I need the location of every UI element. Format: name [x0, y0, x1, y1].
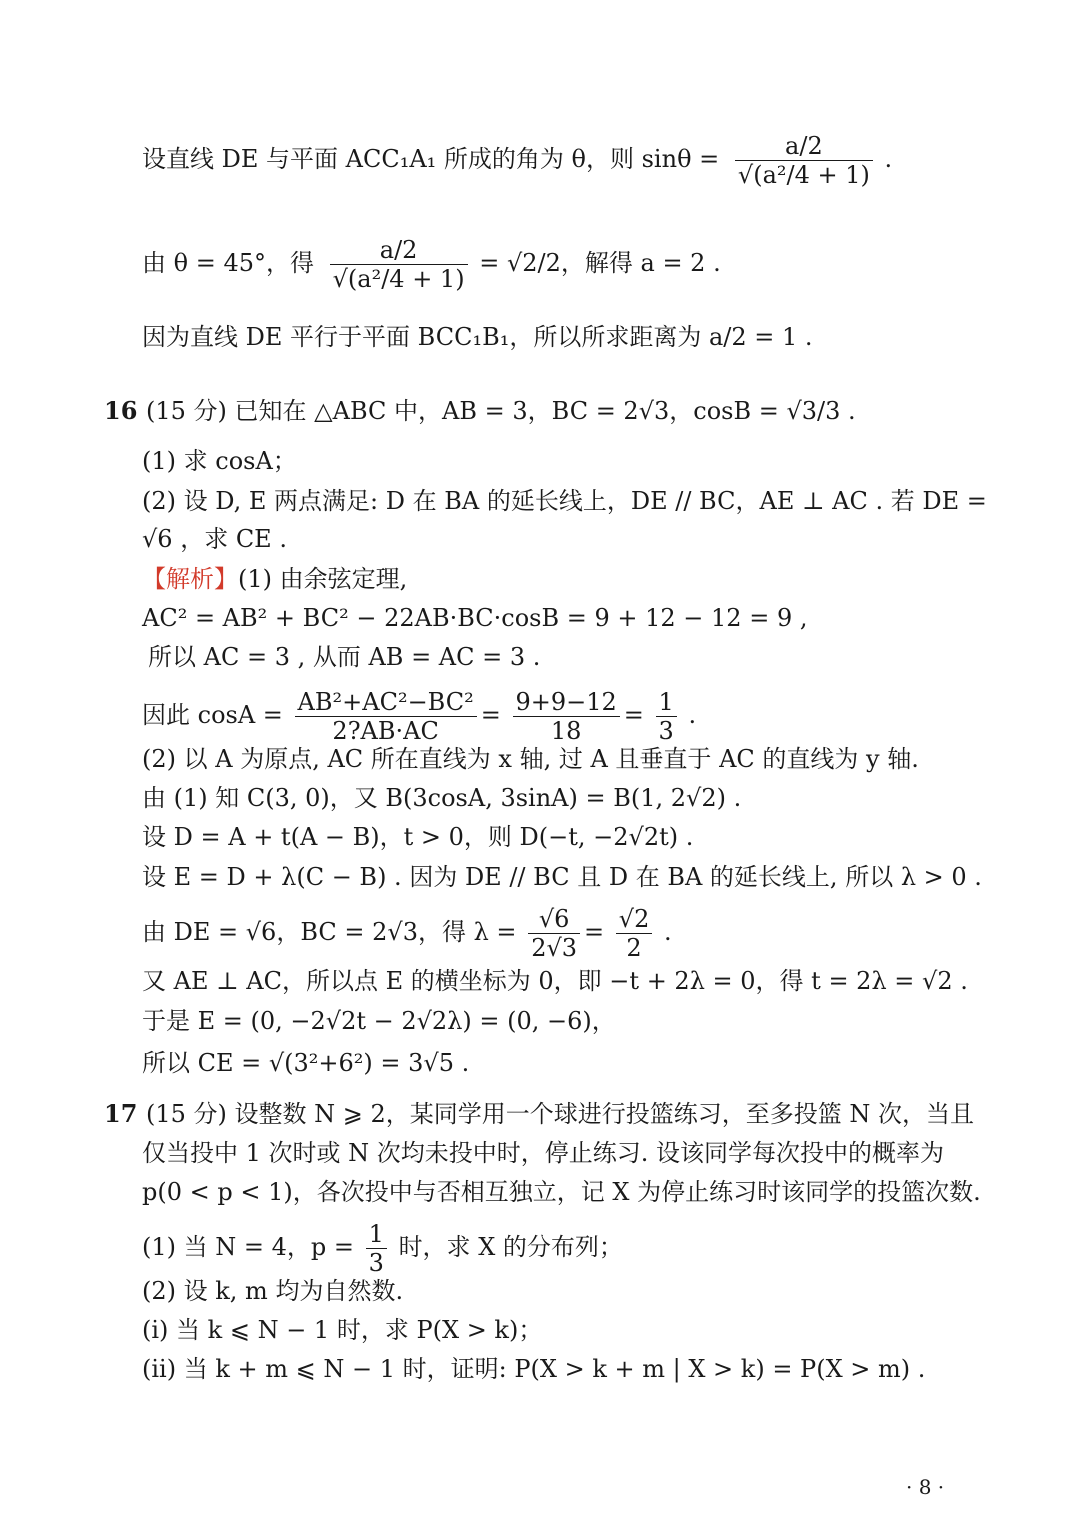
text: ，解得 a = 2 .: [560, 249, 721, 277]
text: a/2 = 1 .: [708, 323, 813, 351]
solution-line-45deg: [142, 236, 721, 293]
text: = √2/2: [479, 249, 561, 277]
text: 因为直线 DE 平行于平面 BCC₁B₁，所以所求距离为: [142, 323, 702, 351]
text: (1) 当 N = 4，p =: [142, 1233, 354, 1261]
q16-analysis-line7: 设 D = A + t(A − B)，t > 0，则 D(−t, −2√2t) .: [142, 823, 694, 851]
q16-stem: (15 分) 已知在 △ABC 中，AB = 3，BC = 2√3，cosB = √3/3 .: [146, 397, 856, 425]
text: (1) 由余弦定理,: [238, 565, 408, 593]
question-number: 17: [104, 1099, 138, 1128]
q16-analysis-line5: (2) 以 A 为原点, AC 所在直线为 x 轴, 过 A 且垂直于 AC 的直线为 y 轴.: [142, 745, 919, 773]
fraction: [513, 688, 620, 745]
fraction-denominator: 3: [658, 717, 674, 745]
fraction: [528, 905, 580, 962]
q16-analysis-line10: 又 AE ⊥ AC，所以点 E 的横坐标为 0，即 −t + 2λ = 0，得 t = 2λ = √2 .: [142, 967, 968, 995]
text: 设直线 DE 与平面 ACC₁A₁ 所成的角为 θ，则 sinθ =: [142, 145, 720, 173]
fraction-denominator: 18: [550, 717, 582, 745]
q16-analysis-line9: 由 DE = √6，BC = 2√3，得 λ = $\frac{√6}{2√3}$ = $\frac{√2}{2}$ .: [142, 905, 672, 962]
text: 因此 cosA =: [142, 701, 283, 729]
fraction-numerator: a/2: [735, 132, 873, 161]
fraction-numerator: a/2: [330, 236, 468, 265]
fraction-numerator: √2: [616, 905, 653, 934]
fraction-numerator: 1: [366, 1220, 387, 1249]
q16-analysis-line4: 因此 cosA = $\frac{\text{AB²+AC²−BC²}}{2?AB\cdot AC}$ = $\frac{9+9-12}{18}$ = $\frac{1}{3}$ .: [142, 688, 697, 745]
text: 由 θ = 45°，得: [142, 249, 314, 277]
text: 由 DE = √6，BC = 2√3，得 λ =: [142, 918, 517, 946]
analysis-tag: 【解析】: [142, 565, 238, 593]
fraction: [735, 132, 873, 189]
text: 时，求 X 的分布列；: [398, 1233, 623, 1261]
fraction: [295, 688, 477, 745]
fraction: [366, 1220, 387, 1277]
q16-analysis-line1: [142, 562, 407, 596]
fraction-denominator: √(a²/4 + 1): [737, 161, 870, 189]
q16-part2-line2: √6 ，求 CE .: [142, 525, 287, 553]
q17-part2: (2) 设 k, m 均为自然数.: [142, 1277, 404, 1305]
q17-part2-i: (i) 当 k ⩽ N − 1 时，求 P(X > k)；: [142, 1316, 543, 1344]
q17-line2: 仅当投中 1 次时或 N 次均未投中时，停止练习. 设该同学每次投中的概率为: [142, 1139, 945, 1167]
q16-analysis-line12: 所以 CE = √(3²+6²) = 3√5 .: [142, 1049, 470, 1077]
q17-part2-ii: (ii) 当 k + m ⩽ N − 1 时，证明: P(X > k + m | X > k) = P(X > m) .: [142, 1355, 926, 1383]
solution-line-angle: 设直线 DE 与平面 ACC₁A₁ 所成的角为 θ，则 sinθ = $\frac{a/2}{\text{√(a²/4 + 1)}}$ .: [142, 132, 893, 189]
solution-line-distance: [142, 320, 813, 354]
fraction-numerator: 1: [656, 688, 677, 717]
q16-analysis-line3: 所以 AC = 3 , 从而 AB = AC = 3 .: [148, 643, 541, 671]
q16-part1: (1) 求 cosA；: [142, 447, 297, 475]
fraction: [656, 688, 677, 745]
q16-analysis-line6: 由 (1) 知 C(3, 0)，又 B(3cosA, 3sinA) = B(1, 2√2) .: [142, 784, 742, 812]
fraction-numerator: √6: [528, 905, 580, 934]
q17-line3: p(0 < p < 1)，各次投中与否相互独立，记 X 为停止练习时该同学的投篮次数.: [142, 1178, 981, 1206]
q17-part1: [142, 1220, 623, 1277]
q16-analysis-line11: 于是 E = (0, −2√2t − 2√2λ) = (0, −6)，: [142, 1007, 616, 1035]
q16-analysis-line8: 设 E = D + λ(C − B) . 因为 DE // BC 且 D 在 BA 的延长线上, 所以 λ > 0 .: [142, 863, 982, 891]
fraction-denominator: 2√3: [531, 934, 578, 962]
fraction-denominator: √(a²/4 + 1): [332, 265, 465, 293]
fraction-numerator: 9+9−12: [513, 688, 620, 717]
fraction-denominator: 3: [368, 1249, 384, 1277]
fraction-denominator: 2?AB·AC: [332, 717, 439, 745]
q16-part2-line1: (2) 设 D, E 两点满足: D 在 BA 的延长线上，DE // BC，AE ⊥ AC . 若 DE =: [142, 487, 987, 515]
question-number: 16: [104, 396, 138, 425]
fraction-numerator: AB²+AC²−BC²: [295, 688, 477, 717]
page-number: · 8 ·: [906, 1475, 945, 1499]
q17-line1: (15 分) 设整数 N ⩾ 2，某同学用一个球进行投篮练习，至多投篮 N 次，当且: [146, 1100, 975, 1128]
fraction: [616, 905, 653, 962]
fraction-denominator: 2: [626, 934, 642, 962]
fraction: [330, 236, 468, 293]
q16-analysis-line2: AC² = AB² + BC² − 22AB·BC·cosB = 9 + 12 − 12 = 9 ,: [142, 604, 808, 632]
